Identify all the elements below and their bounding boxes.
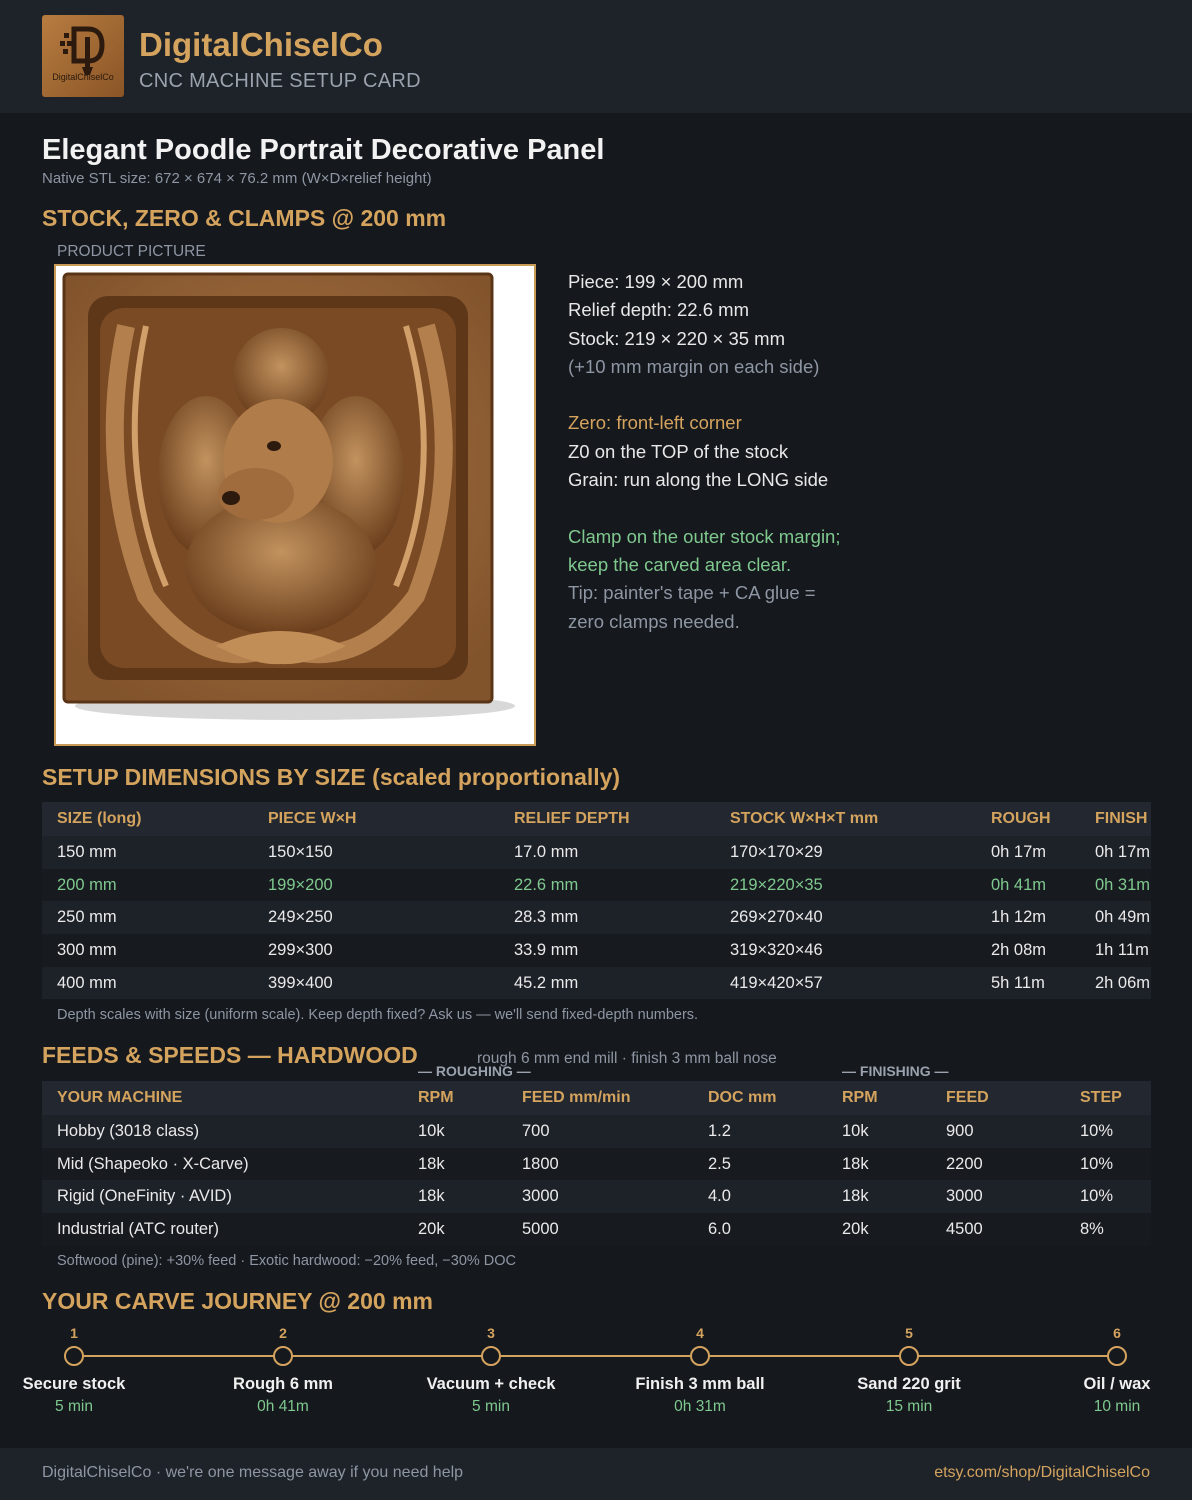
relief-depth: Relief depth: 22.6 mm	[568, 299, 749, 321]
table-cell: 33.9 mm	[499, 934, 715, 967]
table-row	[42, 901, 1151, 934]
step-time: 5 min	[472, 1398, 510, 1415]
column-header: SIZE (long)	[42, 802, 253, 836]
z0-note: Z0 on the TOP of the stock	[568, 440, 789, 462]
stock-size: Stock: 219 × 220 × 35 mm	[568, 327, 785, 349]
step-number: 5	[905, 1325, 913, 1341]
table-cell: 319×320×46	[715, 934, 976, 967]
step-number: 2	[279, 1325, 287, 1341]
table-cell: 3000	[931, 1180, 1065, 1213]
clamp-note-2: keep the carved area clear.	[568, 553, 792, 575]
table-row	[42, 1115, 1151, 1148]
step-time: 0h 41m	[257, 1398, 309, 1415]
table-cell: 0h 31m	[1080, 869, 1151, 902]
product-picture	[54, 264, 536, 746]
setup-note: Depth scales with size (uniform scale). Keep depth fixed? Ask us — we'll send fixed-depth numbers.	[57, 1007, 699, 1023]
table-cell: 18k	[403, 1148, 507, 1181]
footer-bar	[0, 1448, 1192, 1500]
chisel-logo-icon	[58, 23, 108, 77]
step-marker	[899, 1346, 919, 1366]
table-cell: 6.0	[693, 1213, 827, 1246]
table-cell: 250 mm	[42, 901, 253, 934]
table-cell: 10k	[403, 1115, 507, 1148]
setup-table	[42, 802, 1151, 999]
table-cell: 400 mm	[42, 967, 253, 1000]
table-cell: 20k	[403, 1213, 507, 1246]
table-cell: 5h 11m	[976, 967, 1080, 1000]
step-label: Oil / wax	[1083, 1375, 1151, 1393]
table-cell: 5000	[507, 1213, 693, 1246]
stock-info	[568, 268, 841, 636]
step-label: Sand 220 grit	[857, 1375, 961, 1393]
table-cell: 249×250	[253, 901, 499, 934]
table-cell: 3000	[507, 1180, 693, 1213]
table-cell: 10%	[1065, 1115, 1151, 1148]
table-cell: 1.2	[693, 1115, 827, 1148]
table-cell: 300 mm	[42, 934, 253, 967]
table-cell: 1h 12m	[976, 901, 1080, 934]
setup-heading: SETUP DIMENSIONS BY SIZE (scaled proportionally)	[42, 764, 621, 790]
table-cell: 4.0	[693, 1180, 827, 1213]
product-title: Elegant Poodle Portrait Decorative Panel	[42, 134, 605, 166]
table-cell: 0h 17m	[976, 836, 1080, 869]
feeds-table	[42, 1081, 1151, 1246]
zero-point: Zero: front-left corner	[568, 412, 742, 434]
step-marker	[481, 1346, 501, 1366]
table-cell: Industrial (ATC router)	[42, 1213, 403, 1246]
step-marker	[273, 1346, 293, 1366]
footer-contact: DigitalChiselCo · we're one message away if you need help	[42, 1464, 464, 1481]
table-cell: 150×150	[253, 836, 499, 869]
table-cell: 150 mm	[42, 836, 253, 869]
table-row	[42, 967, 1151, 1000]
table-cell: 1h 11m	[1080, 934, 1151, 967]
step-label: Secure stock	[22, 1375, 126, 1393]
table-cell: 170×170×29	[715, 836, 976, 869]
header-bar	[0, 0, 1192, 113]
roughing-group-label: — ROUGHING —	[418, 1063, 531, 1079]
column-header: ROUGH	[976, 802, 1080, 836]
table-cell: 0h 41m	[976, 869, 1080, 902]
table-cell: 299×300	[253, 934, 499, 967]
table-cell: 8%	[1065, 1213, 1151, 1246]
stock-heading: STOCK, ZERO & CLAMPS @ 200 mm	[42, 205, 447, 231]
poodle-panel-illustration	[56, 266, 534, 744]
table-cell: 399×400	[253, 967, 499, 1000]
step-time: 5 min	[55, 1398, 93, 1415]
table-cell: 45.2 mm	[499, 967, 715, 1000]
table-cell: 219×220×35	[715, 869, 976, 902]
feeds-note: Softwood (pine): +30% feed · Exotic hardwood: −20% feed, −30% DOC	[57, 1253, 517, 1269]
shop-link[interactable]: etsy.com/shop/DigitalChiselCo	[934, 1464, 1150, 1481]
feeds-heading: FEEDS & SPEEDS — HARDWOOD	[42, 1042, 418, 1068]
picture-label: PRODUCT PICTURE	[57, 243, 206, 260]
column-header: FINISH	[1080, 802, 1151, 836]
step-label: Finish 3 mm ball	[635, 1375, 765, 1393]
native-size: Native STL size: 672 × 674 × 76.2 mm (W×D×relief height)	[42, 170, 432, 187]
card-subtitle: CNC MACHINE SETUP CARD	[139, 70, 421, 92]
column-header: RPM	[403, 1081, 507, 1115]
table-row	[42, 1148, 1151, 1181]
table-cell: 2.5	[693, 1148, 827, 1181]
tip-note-2: zero clamps needed.	[568, 610, 740, 632]
step-marker	[64, 1346, 84, 1366]
finishing-group-label: — FINISHING —	[842, 1063, 949, 1079]
table-cell: 18k	[827, 1180, 931, 1213]
table-cell: 17.0 mm	[499, 836, 715, 869]
table-cell: 900	[931, 1115, 1065, 1148]
column-header: DOC mm	[693, 1081, 827, 1115]
step-time: 0h 31m	[674, 1398, 726, 1415]
table-cell: 10k	[827, 1115, 931, 1148]
step-time: 10 min	[1093, 1398, 1141, 1415]
column-header: STOCK W×H×T mm	[715, 802, 976, 836]
table-cell: 20k	[827, 1213, 931, 1246]
table-cell: 0h 17m	[1080, 836, 1151, 869]
journey-timeline	[74, 1355, 1118, 1357]
table-cell: 200 mm	[42, 869, 253, 902]
grain-note: Grain: run along the LONG side	[568, 469, 829, 491]
table-cell: 10%	[1065, 1180, 1151, 1213]
table-cell: 10%	[1065, 1148, 1151, 1181]
table-cell: 18k	[403, 1180, 507, 1213]
step-number: 4	[696, 1325, 704, 1341]
column-header: RPM	[827, 1081, 931, 1115]
column-header: RELIEF DEPTH	[499, 802, 715, 836]
logo-text: DigitalChiselCo	[52, 72, 114, 82]
brand-logo	[42, 15, 124, 97]
column-header: YOUR MACHINE	[42, 1081, 403, 1115]
column-header: FEED	[931, 1081, 1065, 1115]
column-header: FEED mm/min	[507, 1081, 693, 1115]
table-row-highlighted	[42, 869, 1151, 902]
journey-heading: YOUR CARVE JOURNEY @ 200 mm	[42, 1288, 433, 1314]
table-cell: 28.3 mm	[499, 901, 715, 934]
tip-note-1: Tip: painter's tape + CA glue =	[568, 582, 816, 604]
step-label: Rough 6 mm	[233, 1375, 333, 1393]
table-cell: 419×420×57	[715, 967, 976, 1000]
step-number: 3	[487, 1325, 495, 1341]
table-cell: 4500	[931, 1213, 1065, 1246]
table-cell: 22.6 mm	[499, 869, 715, 902]
table-row	[42, 934, 1151, 967]
table-cell: 2200	[931, 1148, 1065, 1181]
brand-name: DigitalChiselCo	[139, 26, 383, 63]
table-cell: Rigid (OneFinity · AVID)	[42, 1180, 403, 1213]
table-cell: 269×270×40	[715, 901, 976, 934]
table-cell: 1800	[507, 1148, 693, 1181]
table-cell: Hobby (3018 class)	[42, 1115, 403, 1148]
tools-note: rough 6 mm end mill · finish 3 mm ball nose	[477, 1050, 777, 1067]
column-header: PIECE W×H	[253, 802, 499, 836]
table-row	[42, 836, 1151, 869]
table-cell: 700	[507, 1115, 693, 1148]
table-cell: 0h 49m	[1080, 901, 1151, 934]
table-cell: Mid (Shapeoko · X-Carve)	[42, 1148, 403, 1181]
margin-note: (+10 mm margin on each side)	[568, 355, 820, 377]
step-label: Vacuum + check	[426, 1375, 556, 1393]
clamp-note-1: Clamp on the outer stock margin;	[568, 525, 841, 547]
table-header-row	[42, 1081, 1151, 1115]
step-marker	[1107, 1346, 1127, 1366]
column-header: STEP	[1065, 1081, 1151, 1115]
table-row	[42, 1213, 1151, 1246]
table-header-row	[42, 802, 1151, 836]
table-cell: 2h 08m	[976, 934, 1080, 967]
table-cell: 18k	[827, 1148, 931, 1181]
table-row	[42, 1180, 1151, 1213]
step-number: 1	[70, 1325, 78, 1341]
step-number: 6	[1113, 1325, 1121, 1341]
piece-size: Piece: 199 × 200 mm	[568, 271, 744, 292]
table-cell: 199×200	[253, 869, 499, 902]
step-marker	[690, 1346, 710, 1366]
step-time: 15 min	[885, 1398, 933, 1415]
table-cell: 2h 06m	[1080, 967, 1151, 1000]
